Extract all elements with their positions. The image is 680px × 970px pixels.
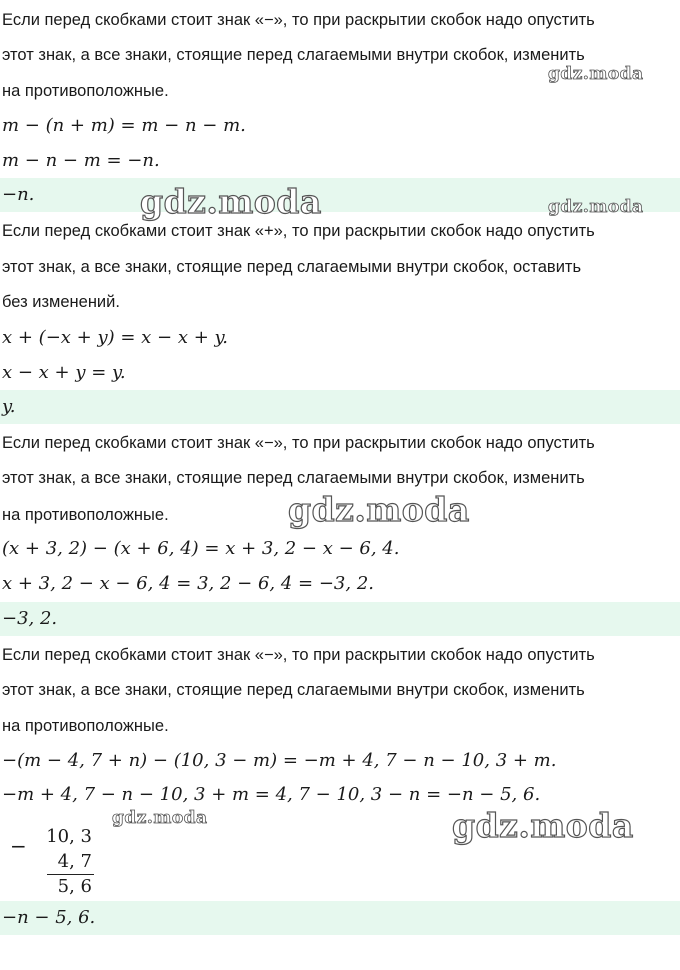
column-minuend: 10, 3 xyxy=(46,826,92,847)
rule-text: на противоположные. xyxy=(2,506,169,524)
watermark: gdz.moda xyxy=(140,182,322,221)
math-step: m − (n + m) = m − n − m. xyxy=(2,115,246,136)
rule-text: Если перед скобками стоит знак «+», то при раскрытии скобок надо опустить xyxy=(2,222,595,240)
watermark: gdz.moda xyxy=(288,490,470,529)
rule-text: этот знак, а все знаки, стоящие перед слагаемыми внутри скобок, изменить xyxy=(2,681,585,699)
answer-row xyxy=(0,901,680,935)
math-step: −(m − 4, 7 + n) − (10, 3 − m) = −m + 4, 7 − n − 10, 3 + m. xyxy=(2,750,557,771)
rule-text: без изменений. xyxy=(2,293,120,311)
watermark: gdz.moda xyxy=(112,808,208,828)
rule-text: этот знак, а все знаки, стоящие перед слагаемыми внутри скобок, изменить xyxy=(2,469,585,487)
math-step: m − n − m = −n. xyxy=(2,150,160,171)
math-step: −m + 4, 7 − n − 10, 3 + m = 4, 7 − 10, 3 − n = −n − 5, 6. xyxy=(2,784,541,805)
answer: y. xyxy=(2,396,16,417)
math-step: x + (−x + y) = x − x + y. xyxy=(2,327,229,348)
column-rule xyxy=(47,874,94,875)
rule-text: этот знак, а все знаки, стоящие перед слагаемыми внутри скобок, изменить xyxy=(2,46,585,64)
math-step: x + 3, 2 − x − 6, 4 = 3, 2 − 6, 4 = −3, 2. xyxy=(2,573,374,594)
watermark: gdz.moda xyxy=(452,806,634,845)
rule-text: на противоположные. xyxy=(2,717,169,735)
watermark: gdz.moda xyxy=(548,64,644,84)
math-step: (x + 3, 2) − (x + 6, 4) = x + 3, 2 − x − 6, 4. xyxy=(2,538,400,559)
rule-text: на противоположные. xyxy=(2,82,169,100)
answer-row xyxy=(0,390,680,424)
rule-text: Если перед скобками стоит знак «−», то при раскрытии скобок надо опустить xyxy=(2,11,595,29)
column-subtrahend: 4, 7 xyxy=(57,851,92,872)
answer: −n − 5, 6. xyxy=(2,907,96,928)
answer: −3, 2. xyxy=(2,608,58,629)
watermark: gdz.moda xyxy=(548,197,644,217)
rule-text: этот знак, а все знаки, стоящие перед слагаемыми внутри скобок, оставить xyxy=(2,258,582,276)
column-result: 5, 6 xyxy=(57,876,92,897)
answer: −n. xyxy=(2,184,35,205)
math-step: x − x + y = y. xyxy=(2,362,126,383)
rule-text: Если перед скобками стоит знак «−», то при раскрытии скобок надо опустить xyxy=(2,646,595,664)
column-minus-sign: − xyxy=(10,834,27,858)
rule-text: Если перед скобками стоит знак «−», то при раскрытии скобок надо опустить xyxy=(2,434,595,452)
answer-row xyxy=(0,602,680,636)
